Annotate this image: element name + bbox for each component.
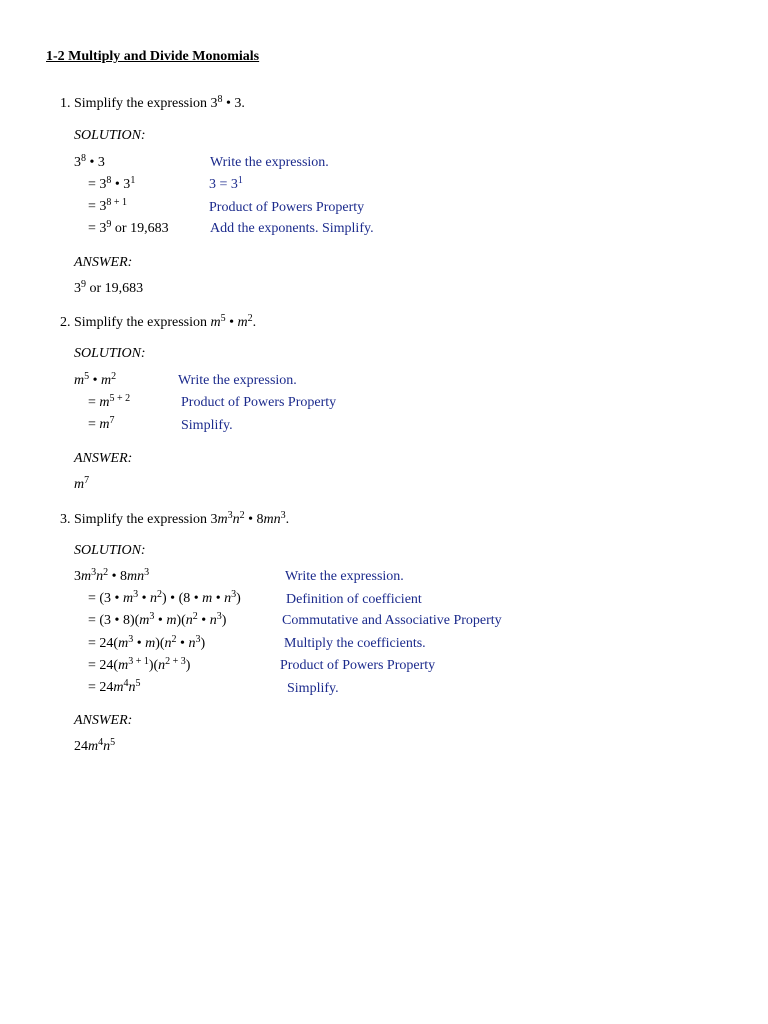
problem-3-step-1-expr: $3m^3n^2$ • $8mn^3$: [74, 567, 150, 584]
problem-3-step-4-note: Multiply the coefficients.: [284, 636, 426, 651]
page-title: 1-2 Multiply and Divide Monomials: [46, 49, 260, 64]
problem-3-step-6-note: Simplify.: [287, 681, 339, 696]
problem-2-step-2-expr: = $m^{5 + 2}$: [88, 393, 131, 410]
problem-3-step-2-note: Definition of coefficient: [286, 592, 422, 607]
problem-2-prompt: 2. Simplify the expression $m^5$ • $m^2$.: [60, 313, 257, 330]
problem-1-answer: $3^9$ or 19,683: [74, 279, 144, 296]
problem-3-step-5-note: Product of Powers Property: [280, 658, 436, 673]
problem-2-step-1-expr: $m^5$ • $m^2$: [74, 371, 117, 388]
problem-3-solution-label: SOLUTION:: [74, 543, 146, 558]
problem-3-prompt: 3. Simplify the expression $3m^3n^2$ • $8mn^3$.: [60, 510, 290, 527]
problem-3-step-4-expr: = $24(m^3$ • $m)(n^2$ • $n^3$): [88, 634, 206, 651]
problem-1-step-3-note: Product of Powers Property: [209, 200, 365, 215]
problem-3-answer: $24m^4n^5$: [74, 737, 116, 754]
problem-1-prompt: 1. Simplify the expression $3^8$ • 3.: [60, 94, 245, 111]
problem-3-step-5-expr: = $24(m^{3 + 1})(n^{2 + 3})$: [88, 656, 191, 673]
problem-2-step-3-expr: = $m^7$: [88, 415, 115, 432]
problem-1-answer-label: ANSWER:: [74, 255, 133, 270]
problem-1-step-1-expr: $3^8$ • 3: [74, 153, 105, 170]
problem-2-step-3-note: Simplify.: [181, 418, 233, 433]
problem-2-solution-label: SOLUTION:: [74, 346, 146, 361]
problem-2-answer: $m^7$: [74, 475, 90, 492]
problem-3-step-3-note: Commutative and Associative Property: [282, 613, 502, 628]
problem-1-solution-label: SOLUTION:: [74, 128, 146, 143]
problem-3-step-3-expr: = (3 • $8)(m^3$ • $m)(n^2$ • $n^3$): [88, 611, 227, 628]
problem-2-step-2-note: Product of Powers Property: [181, 395, 337, 410]
problem-3-step-2-expr: = (3 • $m^3$ • $n^2$) • (8 • m • $n^3$): [88, 589, 241, 606]
problem-3-step-6-expr: = $24m^4n^5$: [88, 678, 141, 695]
problem-1-step-1-note: Write the expression.: [210, 155, 329, 170]
problem-1-step-4-note: Add the exponents. Simplify.: [210, 221, 374, 236]
problem-1-step-4-expr: = $3^9$ or 19,683: [88, 219, 169, 236]
problem-2-answer-label: ANSWER:: [74, 451, 133, 466]
problem-1-step-2-note: $3 = 3^1$: [209, 175, 243, 192]
problem-3-step-1-note: Write the expression.: [285, 569, 404, 584]
problem-1-step-3-expr: = $3^{8 + 1}$: [88, 197, 128, 214]
problem-2-step-1-note: Write the expression.: [178, 373, 297, 388]
problem-1-step-2-expr: = $3^8$ • $3^1$: [88, 175, 136, 192]
problem-3-answer-label: ANSWER:: [74, 713, 133, 728]
